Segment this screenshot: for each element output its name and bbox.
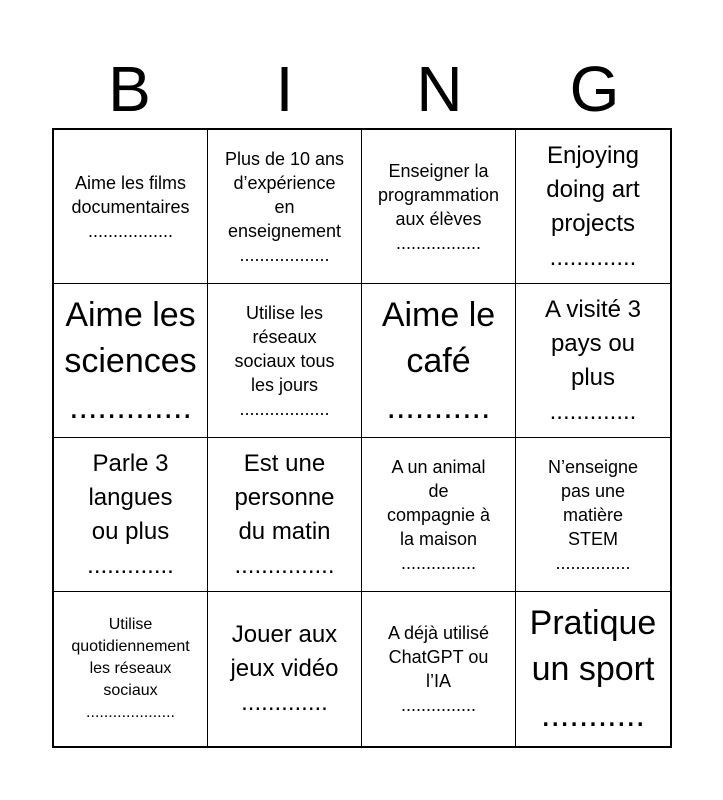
bingo-cell-3[interactable] <box>362 130 516 284</box>
bingo-cell-5[interactable] <box>54 284 208 438</box>
bingo-cell-7[interactable] <box>362 284 516 438</box>
cell-text: Jouer aux jeux vidéo ............. <box>230 621 339 716</box>
bingo-cell-4[interactable] <box>516 130 670 284</box>
bingo-cell-6[interactable] <box>208 284 362 438</box>
cell-text: Enseigner la programmation aux élèves ................. <box>377 160 500 253</box>
cell-text: A visité 3 pays ou plus ............. <box>544 295 642 425</box>
bingo-cell-10[interactable] <box>208 438 362 592</box>
cell-text: Aime le café ........... <box>381 295 496 426</box>
header-letter-b: B <box>108 53 151 125</box>
cell-text: A déjà utilisé ChatGPT ou l’IA ............... <box>387 623 490 715</box>
bingo-cell-15[interactable] <box>362 592 516 746</box>
bingo-cell-1[interactable] <box>54 130 208 284</box>
bingo-cell-12[interactable] <box>516 438 670 592</box>
cell-text: Aime les sciences ............. <box>64 295 197 426</box>
bingo-board <box>52 128 672 748</box>
bingo-cell-13[interactable] <box>54 592 208 746</box>
bingo-cell-16[interactable] <box>516 592 670 746</box>
bingo-cell-8[interactable] <box>516 284 670 438</box>
bingo-cell-2[interactable] <box>208 130 362 284</box>
header-letter-g: G <box>569 53 620 125</box>
bingo-header <box>52 50 672 128</box>
cell-text: N’enseigne pas une matière STEM ............... <box>547 456 639 573</box>
cell-text: Parle 3 langues ou plus ............. <box>87 449 174 579</box>
header-letter-i: I <box>275 53 294 125</box>
cell-text: Enjoying doing art projects ............. <box>546 141 640 271</box>
header-letter-n: N <box>416 53 463 125</box>
cell-text: Utilise quotidiennement les réseaux sociaux .................... <box>71 616 190 721</box>
cell-text: Est une personne du matin ............... <box>234 449 335 579</box>
cell-text: Plus de 10 ans d’expérience en enseignement .................. <box>224 148 345 265</box>
bingo-cell-11[interactable] <box>362 438 516 592</box>
bingo-cell-9[interactable] <box>54 438 208 592</box>
cell-text: Pratique un sport ........... <box>529 604 657 734</box>
bingo-cell-14[interactable] <box>208 592 362 746</box>
cell-text: Utilise les réseaux sociaux tous les jours .................. <box>234 302 335 419</box>
cell-text: Aime les films documentaires ................. <box>71 172 190 241</box>
cell-text: A un animal de compagnie à la maison ............... <box>386 456 491 573</box>
